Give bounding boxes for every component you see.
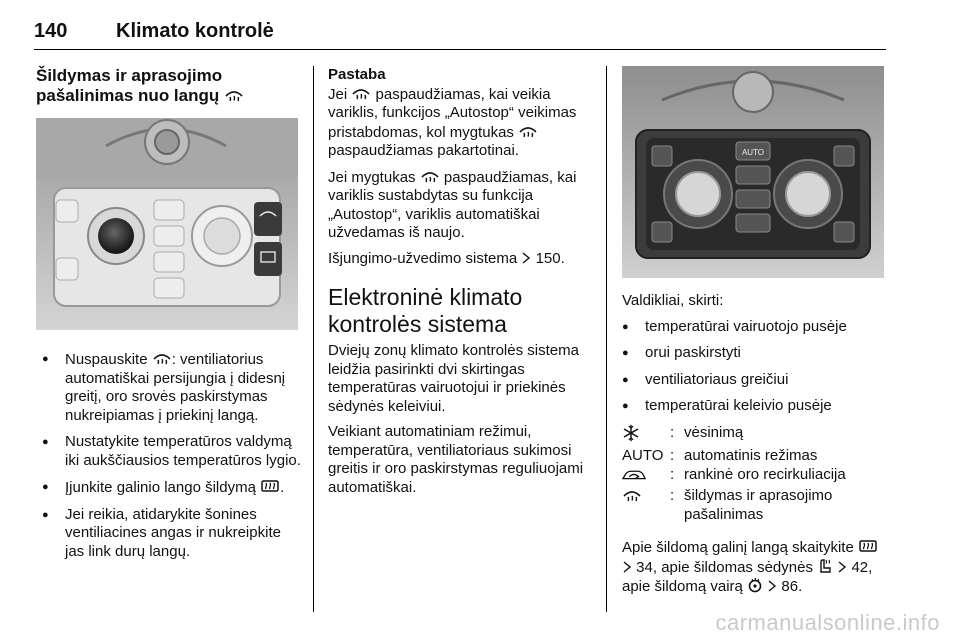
auto-key: AUTO <box>622 447 664 464</box>
body-paragraph: Dviejų zonų klimato kontrolės sistema leidžia pasirinkti dvi skirtingas temperatūras vairuotojui ir priekinės sėdynės keleiviui. <box>328 342 579 415</box>
heated-steering-wheel-icon <box>747 577 763 593</box>
section-title: Elektroninė klimato kontrolės sistema <box>328 284 523 337</box>
list-item: ● temperatūrai keleivio pusėje <box>616 397 890 416</box>
watermark: carmanualsonline.info <box>715 610 940 635</box>
rear-window-heating-icon <box>858 538 878 554</box>
electronic-climate-panel-illustration <box>622 66 884 278</box>
list-item: ● Jei reikia, atidarykite šonines ventiliacines angas ir nukreipkite jas link durų langų. <box>36 506 302 562</box>
list-item: ● temperatūrai vairuotojo pusėje <box>616 318 890 337</box>
windscreen-defrost-icon <box>351 85 371 101</box>
climate-panel-drawing <box>36 118 298 330</box>
column-right <box>622 66 890 604</box>
list-item: ● ventiliatoriaus greičiui <box>616 371 890 390</box>
list-item: ● orui paskirstyti <box>616 344 890 363</box>
note-paragraph: Jei mygtukas paspaudžiamas, kai variklis sustabdytas su funkcija „Autostop“, variklis automatiškai užvedamas iš naujo. <box>328 168 577 241</box>
page-reference-icon <box>837 560 847 574</box>
snowflake-icon <box>622 424 640 442</box>
symbol-legend <box>622 424 890 525</box>
column-divider <box>313 66 314 612</box>
body-paragraph: Veikiant automatiniam režimui, temperatūra, ventiliatoriaus sukimosi greitis ir oro paskirstymas reguliuojami automatiškai. <box>328 423 584 496</box>
list-item: ● Nustatykite temperatūros valdymą iki aukščiausios temperatūros lygio. <box>36 433 302 470</box>
legend-row: : rankinė oro recirkuliacija <box>622 466 890 488</box>
panel-auto-label: AUTO <box>741 148 765 157</box>
controls-intro: Valdikliai, skirti: <box>622 292 724 309</box>
climate-panel-illustration <box>36 118 298 330</box>
controls-list <box>616 318 890 416</box>
column-middle <box>328 66 596 504</box>
procedure-list <box>36 350 302 561</box>
note-title: Pastaba <box>328 66 386 83</box>
page-reference-icon <box>767 579 777 593</box>
page-number: 140 <box>34 20 68 42</box>
column-left <box>36 66 302 569</box>
legend-row: AUTO : automatinis režimas <box>622 447 818 464</box>
page-reference-icon <box>521 251 531 265</box>
note-paragraph: Jei paspaudžiamas, kai veikia variklis, funkcijos „Autostop“ veikimas pristabdomas, kol mygtukas paspaudžiamas pakartotinai. <box>328 85 577 159</box>
column-divider <box>606 66 607 612</box>
page-header <box>34 20 886 50</box>
section-heading-defrost: Šildymas ir aprasojimo pašalinimas nuo langų <box>36 66 302 106</box>
windscreen-defrost-icon <box>152 350 172 366</box>
chapter-title: Klimato kontrolė <box>116 20 274 42</box>
windscreen-defrost-icon <box>518 123 538 139</box>
legend-row: : šildymas ir aprasojimo pašalinimas <box>622 487 890 524</box>
page-reference-icon <box>622 560 632 574</box>
electronic-climate-panel-drawing <box>622 66 884 278</box>
recirculation-icon <box>622 466 646 482</box>
list-item: ● Nuspauskite : ventiliatorius automatiškai persijungia į didesnį greitį, oro srovės paskirstymas nukreipiamas į priekinį langą. <box>36 350 302 425</box>
list-item: ● Įjunkite galinio lango šildymą . <box>36 478 302 498</box>
see-also-paragraph: Apie šildomą galinį langą skaitykite 34, apie šildomas sėdynės 42, apie šildomą vairą 86. <box>622 538 890 597</box>
cross-reference: Išjungimo-užvedimo sistema 150. <box>328 249 565 267</box>
windscreen-defrost-icon <box>622 487 642 503</box>
heated-seat-icon <box>817 558 833 574</box>
rear-window-heating-icon <box>260 478 280 494</box>
legend-row: : vėsinimą <box>622 424 890 448</box>
windscreen-defrost-icon <box>224 87 244 103</box>
windscreen-defrost-icon <box>420 168 440 184</box>
